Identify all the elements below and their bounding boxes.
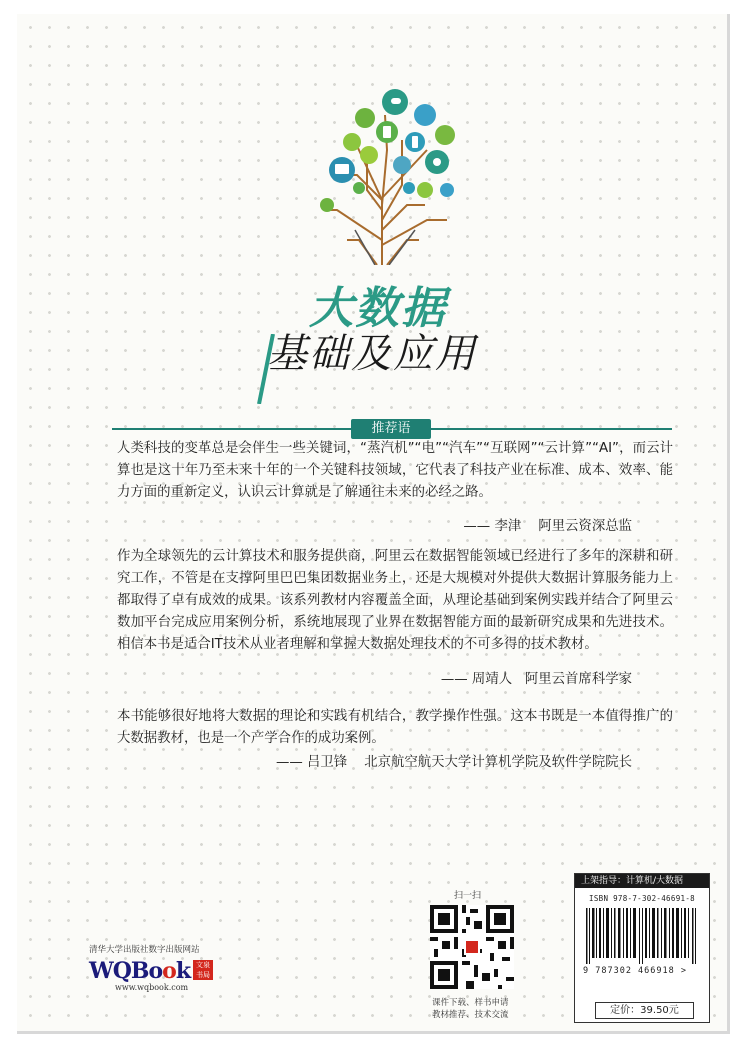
shelving-guide: 上架指导：计算机/大数据	[575, 874, 709, 888]
car-icon	[417, 182, 433, 198]
recommendation-text-3: 本书能够很好地将大数据的理论和实践有机结合，教学操作性强。这本书既是一本值得推广的大数据教材，也是一个产学合作的成功案例。	[117, 709, 673, 746]
isbn-block	[574, 873, 710, 1023]
qr-label: 扫一扫	[454, 891, 482, 901]
bulb-icon	[343, 133, 361, 151]
section-label: 推荐语	[351, 419, 431, 439]
qr-code[interactable]	[430, 905, 514, 989]
circuit-tree-illustration	[297, 80, 467, 265]
barcode-digits: 9 787302 466918 >	[583, 966, 687, 976]
recommendation-signature-1: —— 李津 阿里云资深总监	[463, 519, 632, 534]
barcode	[584, 908, 700, 964]
price-label: 定价：39.50元	[595, 1002, 694, 1019]
book-subtitle: 基础及应用	[267, 331, 477, 377]
recommendation-signature-2: —— 周靖人 阿里云首席科学家	[440, 672, 632, 687]
location-icon	[435, 125, 455, 145]
publisher-url[interactable]: www.wqbook.com	[115, 983, 189, 992]
recommendation-text-1: 人类科技的变革总是会伴生一些关键词，“蒸汽机”“电”“汽车”“互联网”“云计算”“AI”，而云计算也是这十年乃至未来十年的一个关键科技领域，它代表了科技产业在标准、成本、效率、能力方面的重新定义，认识云计算就是了解通往未来的必经之路。	[117, 441, 673, 500]
recommendation-signature-3: —— 吕卫锋 北京航空航天大学计算机学院及软件学院院长	[275, 755, 632, 770]
qr-caption: 课件下载、样书申请 教材推荐、技术交流	[432, 998, 509, 1020]
chat-icon	[414, 104, 436, 126]
isbn-number: ISBN 978-7-302-46691-8	[589, 894, 695, 903]
power-icon	[360, 146, 378, 164]
wqbook-seal: 文泉 书局	[193, 960, 213, 980]
publisher-line: 清华大学出版社数字出版网站	[89, 945, 200, 955]
recommendation-text-2: 作为全球领先的云计算技术和服务提供商，阿里云在数据智能领域已经进行了多年的深耕和研究工作，不管是在支撑阿里巴巴集团数据业务上，还是大规模对外提供大数据计算服务能力上都取得了卓有成效的成果。该系列教材内容覆盖全面，从理论基础到案例实践并结合了阿里云数加平台完成应用案例分析，系统地展现了业界在数据智能方面的最新研究成果和先进技术。相信本书是适合IT技术从业者理解和掌握大数据处理技术的不可多得的技术教材。	[117, 549, 673, 652]
book-title: 大数据	[309, 283, 447, 334]
document-icon	[393, 156, 411, 174]
book-back-cover	[17, 14, 730, 1034]
wqbook-logo: WQBook	[89, 958, 191, 984]
wifi-icon	[355, 108, 375, 128]
